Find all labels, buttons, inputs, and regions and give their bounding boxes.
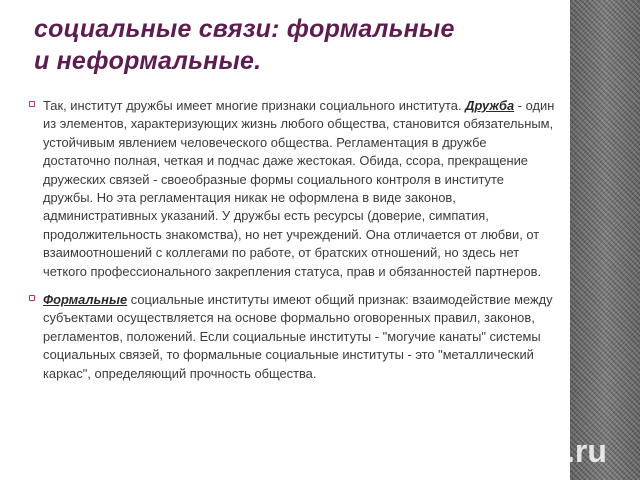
slide-title-line-1: социальные связи: формальные — [34, 15, 455, 43]
watermark-text: .ru — [566, 433, 607, 469]
keyword-friendship: Дружба — [465, 98, 515, 113]
square-bullet-icon — [29, 295, 35, 301]
square-bullet-icon — [29, 101, 35, 107]
paragraph-formal-institutions — [26, 291, 556, 383]
paragraph-text: - один из элементов, характеризующих жизнь любого общества, становится обязательным, устойчивым явлением человеческого общества. Регламентация в дружбе достаточно полная, четкая и подчас даже жестокая. Обида, ссора, прекращение дружеских связей - своеобразные формы социального контроля в институте дружбы. Но эта регламентация никак не оформлена в виде законов, административных указаний. У дружбы есть ресурсы (доверие, симпатия, продолжительность знакомства), но нет учреждений. Она отличается от любви, от взаимоотношений с коллегами по работе, от братских отношений, но здесь нет четкого профессионального закрепления статуса, прав и обязанностей партнеров. — [43, 98, 555, 279]
slide-title — [34, 13, 554, 77]
slide-title-line-2: и неформальные. — [34, 47, 262, 75]
side-texture-panel — [570, 0, 640, 480]
slide-body — [26, 97, 556, 393]
paragraph-intro: Так, институт дружбы имеет многие признаки социального института. — [43, 98, 466, 113]
paragraph-text: социальные институты имеют общий признак: взаимодействие между субъектами осуществляется на основе формально оговоренных правил, законов, регламентов, положений. Если социальные институты - "могучие канаты" системы социальных связей, то формальные социальные институты - это "металлический каркас", определяющий прочность общества. — [43, 292, 553, 381]
paragraph-friendship — [26, 97, 556, 281]
keyword-formal: Формальные — [43, 292, 128, 308]
